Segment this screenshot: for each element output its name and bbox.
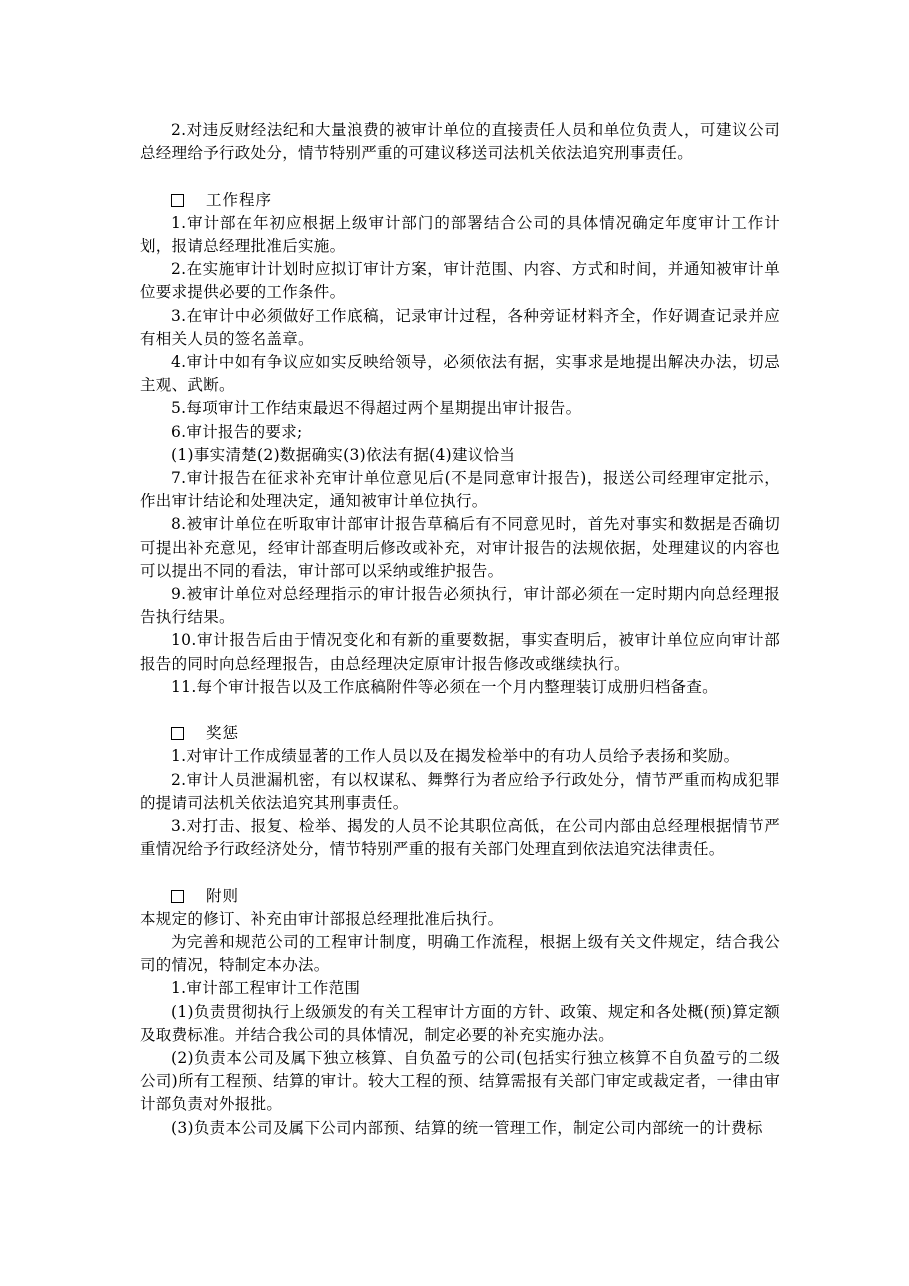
checkbox-icon — [171, 890, 184, 903]
paragraph: 2.审计人员泄漏机密，有以权谋私、舞弊行为者应给予行政处分，情节严重而构成犯罪的提请司法机关依法追究其刑事责任。 — [140, 770, 780, 812]
paragraph: 5.每项审计工作结束最迟不得超过两个星期提出审计报告。 — [171, 399, 582, 418]
paragraph: 11.每个审计报告以及工作底稿附件等必须在一个月内整理装订成册归档备查。 — [171, 677, 718, 696]
paragraph: 2.在实施审计计划时应拟订审计方案，审计范围、内容、方式和时间，并通知被审计单位要求提供必要的工作条件。 — [140, 260, 780, 302]
paragraph: 8.被审计单位在听取审计部审计报告草稿后有不同意见时，首先对事实和数据是否确切可提出补充意见，经审计部查明后修改或补充，对审计报告的法规依据，处理建议的内容也可以提出不同的看法，审计部可以采纳或维护报告。 — [140, 515, 780, 580]
section-heading-text: 附则 — [206, 886, 240, 905]
paragraph: (1)负责贯彻执行上级颁发的有关工程审计方面的方针、政策、规定和各处概(预)算定额及取费标准。并结合我公司的具体情况，制定必要的补充实施办法。 — [140, 1002, 780, 1044]
section-heading — [140, 885, 780, 908]
paragraph: 1.审计部工程审计工作范围 — [171, 979, 361, 998]
section-heading — [140, 722, 780, 745]
paragraph: 1.审计部在年初应根据上级审计部门的部署结合公司的具体情况确定年度审计工作计划，报请总经理批准后实施。 — [140, 213, 780, 255]
paragraph: (3)负责本公司及属下公司内部预、结算的统一管理工作，制定公司内部统一的计费标 — [171, 1118, 763, 1137]
paragraph: 4.审计中如有争议应如实反映给领导，必须依法有据，实事求是地提出解决办法，切忌主观、武断。 — [140, 353, 780, 395]
paragraph: 9.被审计单位对总经理指示的审计报告必须执行，审计部必须在一定时期内向总经理报告执行结果。 — [140, 585, 780, 627]
paragraph: 为完善和规范公司的工程审计制度，明确工作流程，根据上级有关文件规定，结合我公司的情况，特制定本办法。 — [140, 933, 780, 975]
paragraph: 1.对审计工作成绩显著的工作人员以及在揭发检举中的有功人员给予表扬和奖励。 — [171, 747, 740, 766]
paragraph: 7.审计报告在征求补充审计单位意见后(不是同意审计报告)，报送公司经理审定批示，作出审计结论和处理决定，通知被审计单位执行。 — [140, 469, 780, 511]
paragraph: (1)事实清楚(2)数据确实(3)依法有据(4)建议恰当 — [171, 445, 516, 464]
checkbox-icon — [171, 727, 184, 740]
paragraph: (2)负责本公司及属下独立核算、自负盈亏的公司(包括实行独立核算不自负盈亏的二级公司)所有工程预、结算的审计。较大工程的预、结算需报有关部门审定或裁定者，一律由审计部负责对外报批。 — [140, 1049, 780, 1114]
section-heading-text: 工作程序 — [206, 190, 273, 209]
checkbox-icon — [171, 194, 184, 207]
section-gap — [140, 861, 780, 884]
paragraph: 10.审计报告后由于情况变化和有新的重要数据，事实查明后，被审计单位应向审计部报告的同时向总经理报告，由总经理决定原审计报告修改或继续执行。 — [140, 631, 780, 673]
paragraph: 本规定的修订、补充由审计部报总经理批准后执行。 — [140, 909, 504, 928]
paragraph: 6.审计报告的要求; — [171, 422, 303, 441]
paragraph: 3.在审计中必须做好工作底稿，记录审计过程，各种旁证材料齐全，作好调查记录并应有相关人员的签名盖章。 — [140, 306, 780, 348]
section-gap — [140, 165, 780, 188]
paragraph: 3.对打击、报复、检举、揭发的人员不论其职位高低，在公司内部由总经理根据情节严重情况给予行政经济处分，情节特别严重的报有关部门处理直到依法追究法律责任。 — [140, 817, 780, 859]
section-gap — [140, 699, 780, 722]
document-body — [140, 119, 780, 1140]
section-heading — [140, 189, 780, 212]
paragraph: 2.对违反财经法纪和大量浪费的被审计单位的直接责任人员和单位负责人，可建议公司总经理给予行政处分，情节特别严重的可建议移送司法机关依法追究刑事责任。 — [140, 121, 780, 163]
section-heading-text: 奖惩 — [206, 724, 240, 743]
